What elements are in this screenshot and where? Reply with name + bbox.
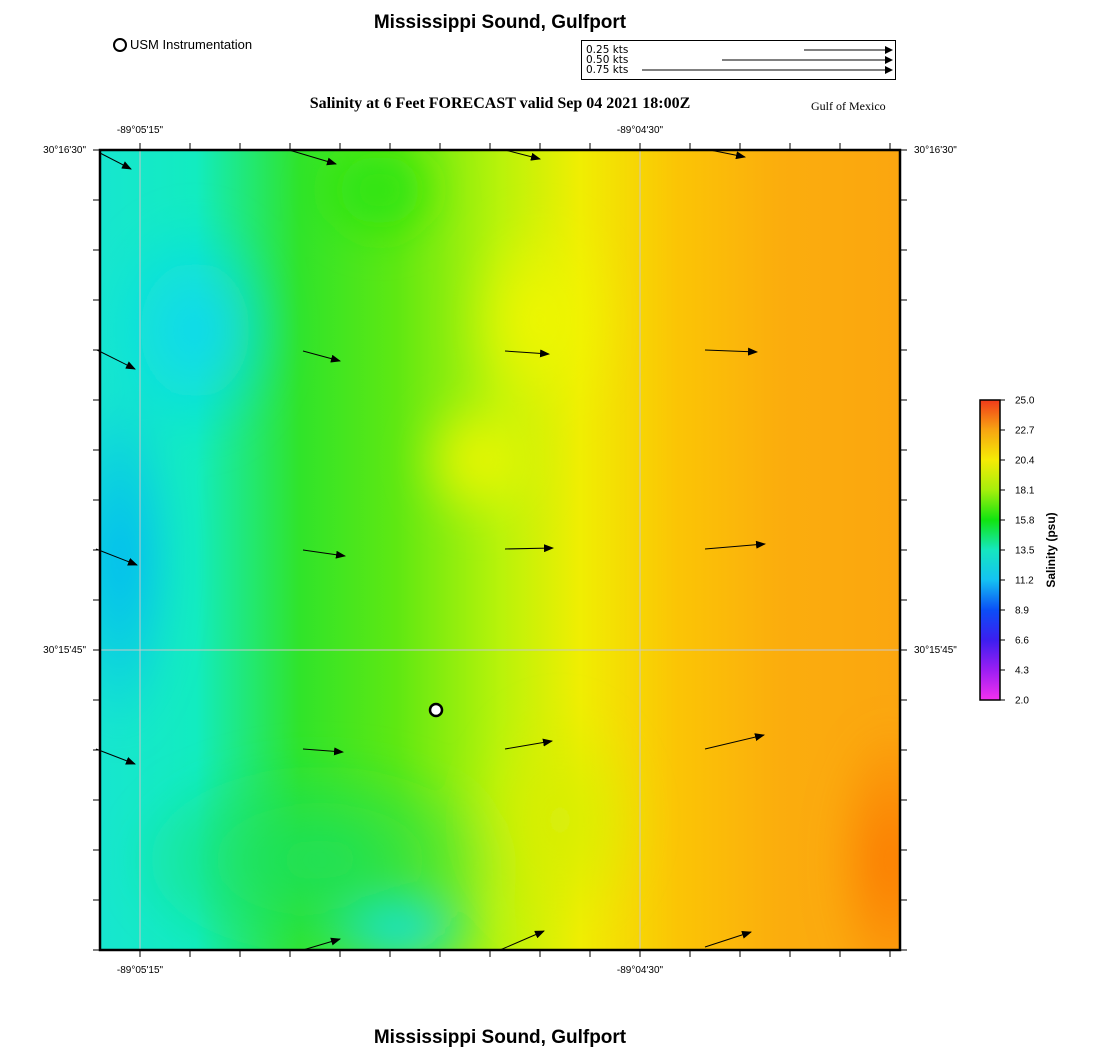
colorbar	[980, 400, 1000, 700]
x-tick-bottom-1: -89°05'15"	[116, 965, 164, 976]
region-label: Gulf of Mexico	[811, 99, 886, 113]
station-legend-label: USM Instrumentation	[130, 37, 253, 52]
colorbar-tick-label: 6.6	[1015, 635, 1029, 647]
colorbar-tick-label: 20.4	[1015, 455, 1035, 467]
colorbar-tick-label: 18.1	[1015, 485, 1035, 497]
colorbar-tick-label: 13.5	[1015, 545, 1035, 557]
y-tick-left-2: 30°15'45"	[43, 645, 86, 656]
y-tick-right-2: 30°15'45"	[914, 645, 957, 656]
colorbar-tick-label: 15.8	[1015, 515, 1035, 527]
x-tick-top-2: -89°04'30"	[616, 125, 664, 136]
usm-station-marker[interactable]	[430, 704, 442, 716]
y-tick-left-1: 30°16'30"	[43, 145, 86, 156]
colorbar-tick-label: 25.0	[1015, 395, 1035, 407]
colorbar-tick-label: 4.3	[1015, 665, 1029, 677]
colorbar-label: Salinity (psu)	[1044, 512, 1058, 588]
salinity-field	[60, 130, 950, 1000]
scale-label-075: 0.75 kts	[586, 64, 629, 76]
colorbar-tick-label: 8.9	[1015, 605, 1029, 617]
map-title: Mississippi Sound, Gulfport	[373, 12, 627, 33]
y-tick-right-1: 30°16'30"	[914, 145, 957, 156]
x-tick-bottom-2: -89°04'30"	[616, 965, 664, 976]
colorbar-tick-label: 2.0	[1015, 695, 1029, 707]
scale-label-050: 0.50 kts	[586, 54, 629, 66]
scale-label-025: 0.25 kts	[586, 44, 629, 56]
colorbar-ticks	[1000, 396, 1035, 707]
plot-subtitle: Salinity at 6 Feet FORECAST valid Sep 04 2021 18:00Z	[309, 95, 691, 112]
x-tick-top-1: -89°05'15"	[116, 125, 164, 136]
footer-title: Mississippi Sound, Gulfport	[373, 1027, 627, 1048]
colorbar-tick-label: 11.2	[1015, 575, 1034, 587]
colorbar-tick-label: 22.7	[1015, 425, 1035, 437]
